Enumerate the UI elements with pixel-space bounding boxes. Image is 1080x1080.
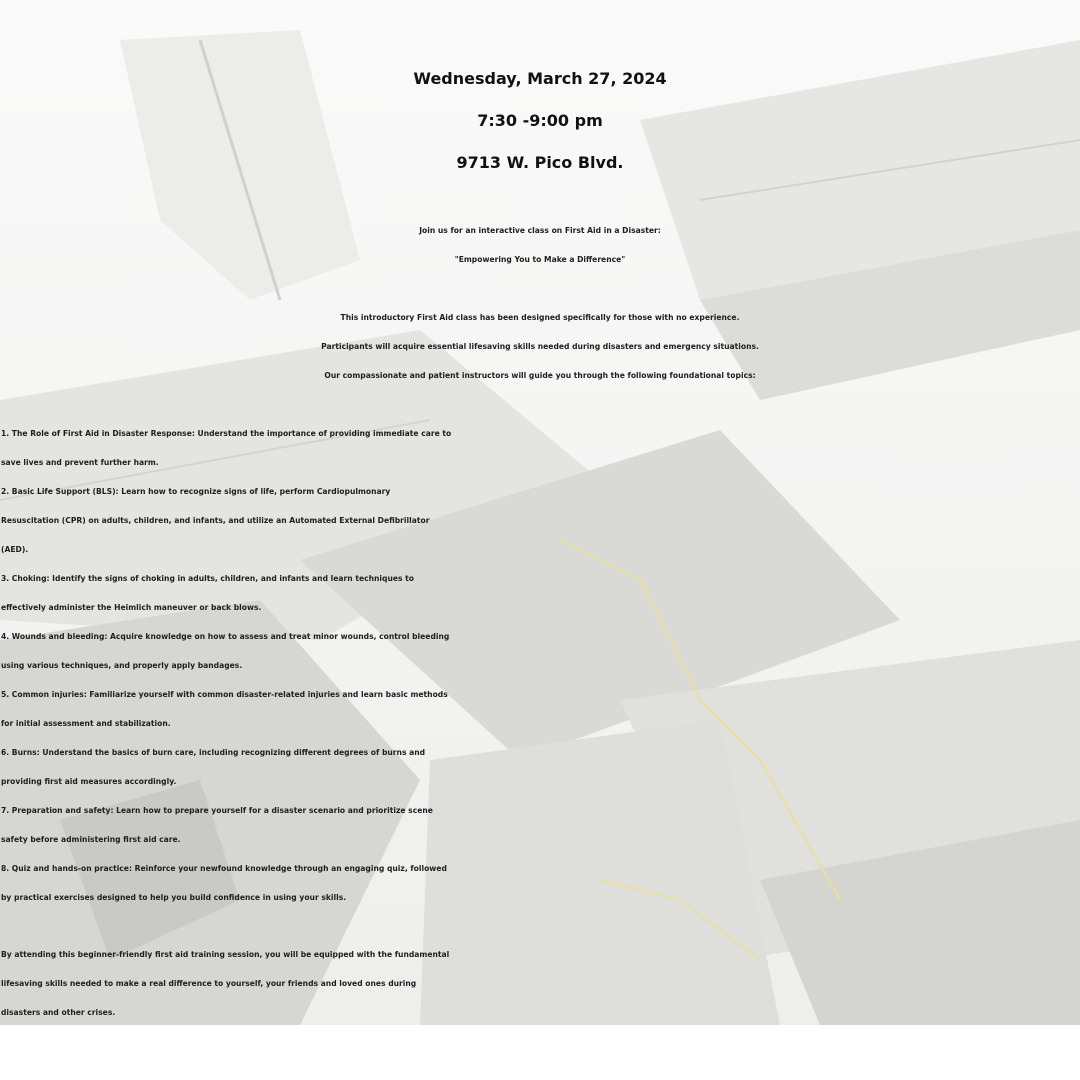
topic-line: save lives and prevent further harm.	[1, 458, 159, 467]
intro-subtitle: "Empowering You to Make a Difference"	[454, 255, 626, 264]
topic-item	[1, 564, 1080, 622]
event-header	[0, 58, 1080, 184]
topic-item	[1, 796, 1080, 854]
description-line: Our compassionate and patient instructors will guide you through the following foundational topics:	[324, 371, 756, 380]
topic-line: effectively administer the Heimlich maneuver or back blows.	[1, 603, 262, 612]
description-line: This introductory First Aid class has been designed specifically for those with no experience.	[340, 313, 740, 322]
topic-item	[1, 680, 1080, 738]
topic-line: providing first aid measures accordingly.	[1, 777, 177, 786]
intro-line: Join us for an interactive class on First Aid in a Disaster:	[419, 226, 661, 235]
closing-paragraph	[1, 940, 1080, 1027]
event-time: 7:30 -9:00 pm	[477, 111, 603, 130]
topics-list	[1, 419, 1080, 912]
topic-item	[1, 854, 1080, 912]
topic-item	[1, 419, 1080, 477]
topic-item	[1, 738, 1080, 796]
topic-item	[1, 477, 1080, 564]
topic-line: (AED).	[1, 545, 29, 554]
event-address: 9713 W. Pico Blvd.	[456, 153, 624, 172]
topic-line: safety before administering first aid care.	[1, 835, 181, 844]
topic-line: for initial assessment and stabilization.	[1, 719, 171, 728]
topic-line: 3. Choking: Identify the signs of choking in adults, children, and infants and learn techniques to	[1, 574, 415, 583]
topic-line: 7. Preparation and safety: Learn how to prepare yourself for a disaster scenario and prioritize scene	[1, 806, 433, 815]
closing-line: By attending this beginner-friendly first aid training session, you will be equipped with the fundamental	[1, 950, 450, 959]
class-description	[0, 303, 1080, 390]
topic-line: 6. Burns: Understand the basics of burn care, including recognizing different degrees of burns and	[1, 748, 426, 757]
description-line: Participants will acquire essential lifesaving skills needed during disasters and emergency situations.	[321, 342, 759, 351]
topic-line: 4. Wounds and bleeding: Acquire knowledge on how to assess and treat minor wounds, control bleeding	[1, 632, 450, 641]
topic-line: 1. The Role of First Aid in Disaster Response: Understand the importance of providing immediate care to	[1, 429, 452, 438]
event-date: Wednesday, March 27, 2024	[413, 69, 667, 88]
topic-line: Resuscitation (CPR) on adults, children, and infants, and utilize an Automated External Defibrillator	[1, 516, 430, 525]
closing-line: lifesaving skills needed to make a real difference to yourself, your friends and loved ones during	[1, 979, 417, 988]
topic-item	[1, 622, 1080, 680]
topic-line: 5. Common injuries: Familiarize yourself with common disaster-related injuries and learn basic methods	[1, 690, 448, 699]
topic-line: using various techniques, and properly apply bandages.	[1, 661, 243, 670]
topic-line: 2. Basic Life Support (BLS): Learn how to recognize signs of life, perform Cardiopulmonary	[1, 487, 391, 496]
closing-line: disasters and other crises.	[1, 1008, 116, 1017]
topic-line: by practical exercises designed to help you build confidence in using your skills.	[1, 893, 347, 902]
topic-line: 8. Quiz and hands-on practice: Reinforce your newfound knowledge through an engaging quiz, followed	[1, 864, 447, 873]
class-intro	[0, 216, 1080, 274]
